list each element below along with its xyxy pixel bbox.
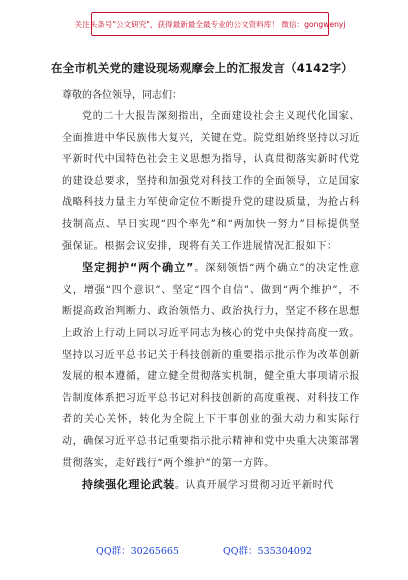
promo-banner-text: 关注头条号"公文研究"，获得最新最全最专业的公文资料库！ 微信：gongwenyj [74, 19, 346, 29]
footer-qq-group-2: QQ群：535304092 [222, 546, 312, 557]
salutation: 尊敬的各位领导，同志们： [62, 90, 182, 101]
intro-paragraph: 党的二十大报告深刻指出，全面建设社会主义现代化国家、全面推进中华民族伟大复兴，关键在党。院党组始终坚持以习近平新时代中国特色社会主义思想为指导，认真贯彻落实新时代党的建设总要求，坚持和加强党对科技工作的全面领导，立足国家战略科技力量主力军使命定位不断提升党的建设质量，为抢占科技制高点、早日实现“四个率先”和“两加快一努力”目标提供坚强保证。根据会议安排，现将有关工作进展情况汇报如下： [62, 111, 360, 252]
section-2-heading: 持续强化理论武装 [82, 478, 175, 492]
document-title: 在全市机关党的建设现场观摩会上的汇报发言（4142字） [51, 61, 353, 75]
document-body [62, 106, 360, 497]
promo-banner [74, 12, 346, 36]
section-1-heading: 坚定拥护“两个确立” [82, 261, 194, 275]
section-1-text: 。深刻领悟“两个确立”的决定性意义，增强“四个意识”、坚定“四个自信”、做到“两个维护”，不断提高政治判断力、政治领悟力、政治执行力，坚定不移在思想上政治上行动上同以习近平同志为核心的党中央保持高度一致。坚持以习近平总书记关于科技创新的重要指示批示作为改革创新发展的根本遵循，建立健全贯彻落实机制，健全重大事项请示报告制度体系把习近平总书记对科技创新的高度重视、对科技工作者的关心关怀，转化为全院上下干事创业的强大动力和实际行动，确保习近平总书记重要指示批示精神和党中央重大决策部署贯彻落实，走好践行“两个维护”的第一方阵。 [62, 263, 360, 469]
section-2-text: 。认真开展学习贯彻习近平新时代 [174, 480, 334, 492]
footer-qq-group-1: QQ群：30265665 [96, 546, 179, 557]
footer [0, 543, 408, 557]
section-2-paragraph [62, 474, 360, 497]
section-1-paragraph [62, 257, 360, 474]
